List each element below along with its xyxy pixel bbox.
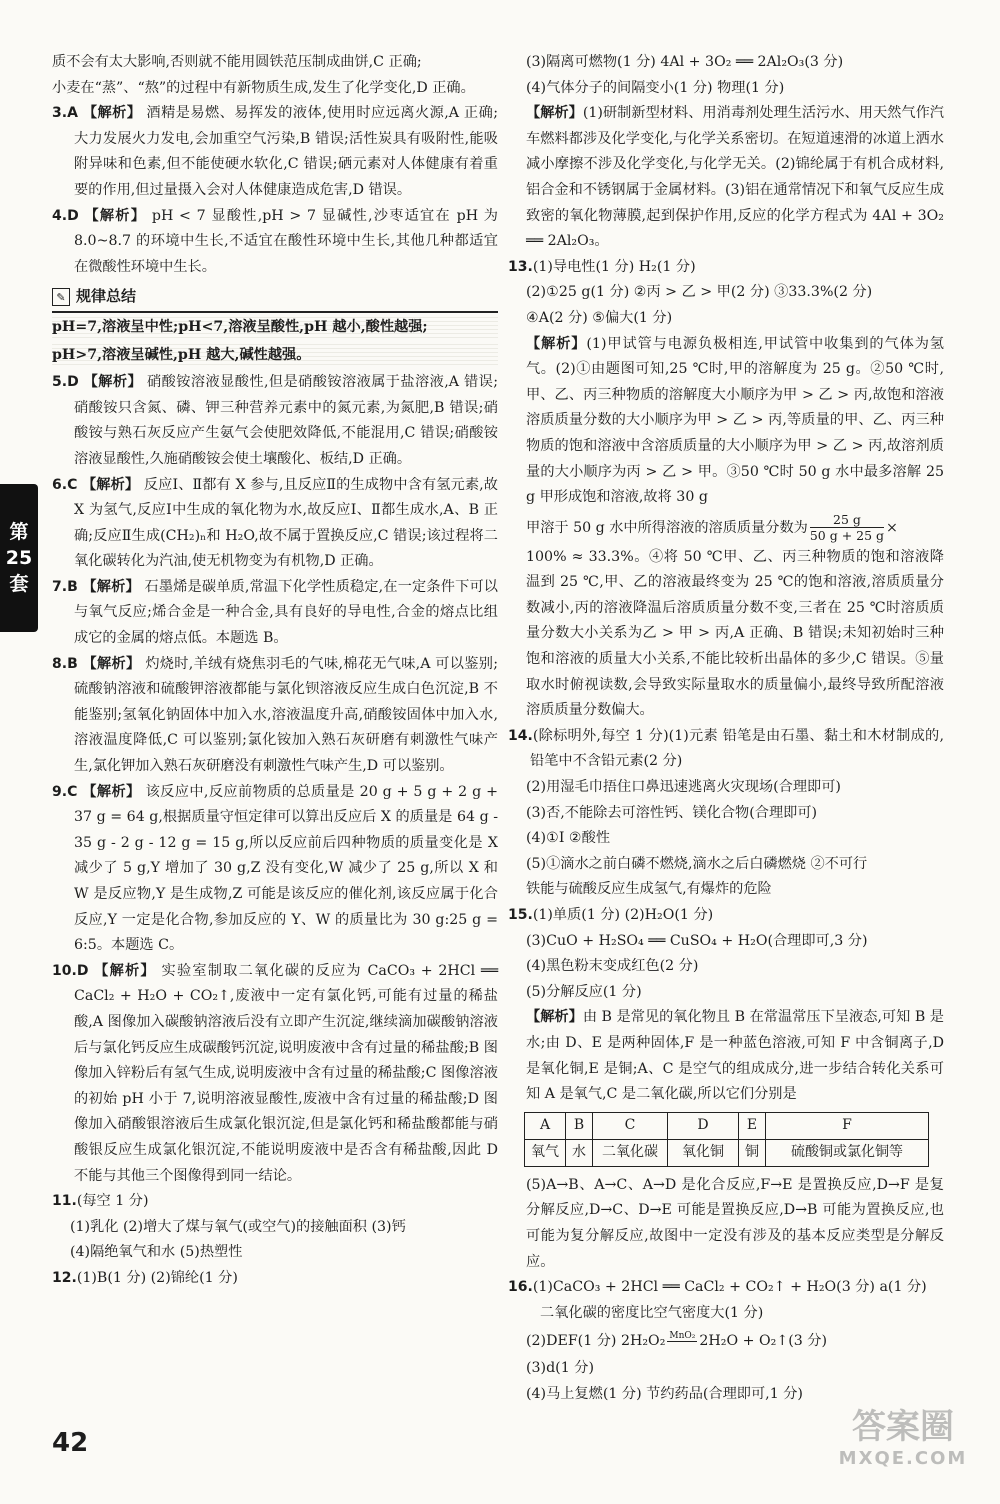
table-header-cell: B: [566, 1112, 593, 1139]
q13-frac-num: 25 g: [810, 512, 884, 528]
question-14: [508, 724, 944, 775]
q15-text-2: (5)A→B、A→C、A→D 是化合反应,F→E 是置换反应,D→F 是复分解反应,D→C、D→E 可能是置换反应,D→B 可能为置换反应,也可能为复分解反应,故图中一定没有涉及的基本反应类型是分解反应。: [526, 1176, 944, 1270]
watermark: [828, 1406, 978, 1486]
q14-line-6: 铁能与硫酸反应生成氢气,有爆炸的危险: [526, 881, 772, 898]
r-analysis-text: (1)研制新型材料、用消毒剂处理生活污水、用天然气作汽车燃料都涉及化学变化,与化学关系密切。在短道速滑的冰道上洒水减小摩擦不涉及化学变化,与化学无关。(2)锦纶属于有机合成材料,铝合金和不锈钢属于金属材料。(3)铝在通常情况下和氧气反应生成致密的氧化物薄膜,起到保护作用,反应的化学方程式为 4Al + 3O₂ ══ 2Al₂O₃。: [526, 105, 944, 250]
q11-num: 11.: [52, 1193, 77, 1210]
q14-line-2: (2)用湿毛巾捂住口鼻迅速逃离火灾现场(合理即可): [526, 779, 841, 796]
q16-catalyst-base: [667, 1342, 697, 1352]
question-11: [52, 1189, 498, 1215]
q3-tag: 【解析】: [82, 105, 142, 122]
question-16: [508, 1275, 944, 1301]
q16-line-3: [508, 1326, 944, 1356]
side-tab-2: 25: [5, 547, 33, 569]
table-row: [525, 1139, 929, 1166]
table-cell: 硫酸铜或氯化铜等: [766, 1139, 929, 1166]
q10-tag: 【解析】: [94, 962, 156, 979]
q7-tag: 【解析】: [82, 578, 140, 595]
q14-line-1: (除标明外,每空 1 分)(1)元素 铅笔是由石墨、黏土和木材制成的,铅笔中不含铅元素(2 分): [530, 727, 944, 770]
q16-catalyst-label: MnO₂: [669, 1330, 696, 1341]
q3-num: 3.: [52, 105, 68, 122]
q15-num: 15.: [508, 907, 533, 923]
watermark-en: MXQE.COM: [838, 1448, 968, 1469]
page-number: 42: [52, 1428, 89, 1458]
q16-line-4: (3)d(1 分): [526, 1360, 594, 1377]
q13-line-3: ④A(2 分) ⑤偏大(1 分): [526, 309, 673, 326]
q15-text: 由 B 是常见的氧化物且 B 在常温常压下呈液态,可知 B 是水;由 D、E 是两种固体,F 是一种蓝色溶液,可知 F 中含铜离子,D 是氧化铜,E 是铜;A、C 是空气的组成成分,进一步结合转化关系可知 A 是氧气,C 是二氧化碳,所以它们分别是: [526, 1009, 944, 1103]
q8-ans: B: [67, 655, 78, 672]
q13-frac-pre: 甲溶于 50 g 水中所得溶液的溶质质量分数为: [526, 519, 808, 536]
table-cell: 铜: [739, 1139, 766, 1166]
q5-ans: D: [67, 374, 79, 391]
q7-text: 石墨烯是碳单质,常温下化学性质稳定,在一定条件下可以与氧气反应;烯合金是一种合金,具有良好的导电性,合金的熔点比组成它的金属的熔点低。本题选 B。: [74, 578, 498, 647]
q13-text-1: (1)甲试管与电源负极相连,甲试管中收集到的气体为氢气。(2)①由题图可知,25 ℃时,甲的溶解度为 25 g。②50 ℃时,甲、乙、丙三种物质的溶解度大小顺序为甲 > 乙 > 丙,故饱和溶液溶质质量分数的大小顺序为甲 > 乙 > 丙,等质量的甲、乙、丙三种物质的饱和溶液中含溶质质量的大小顺序为甲 > 乙 > 丙,故溶剂质量的大小顺序为丙 > 乙 > 甲。③50 ℃时 50 g 水中最多溶解 25 g 甲形成饱和溶液,故将 30 g: [526, 335, 944, 506]
q15-line-2: (3)CuO + H₂SO₄ ══ CuSO₄ + H₂O(合理即可,3 分): [526, 932, 868, 949]
q5-text: 硝酸铵溶液显酸性,但是硝酸铵溶液属于盐溶液,A 错误;硝酸铵只含氮、磷、钾三种营养元素中的氮元素,为氮肥,B 错误;硝酸铵与熟石灰反应产生氨气会使肥效降低,不能混用,C 错误;硝酸铵溶液显酸性,久施硝酸铵会使土壤酸化、板结,D 正确。: [74, 374, 498, 467]
q16-catalyst: [667, 1331, 697, 1352]
q15-analysis: [508, 1005, 944, 1107]
question-8: [52, 652, 498, 780]
question-10: [52, 959, 498, 1189]
table-cell: 二氧化碳: [593, 1139, 668, 1166]
table-header-cell: A: [525, 1112, 566, 1139]
rule-line-2: pH>7,溶液呈碱性,pH 越大,碱性越强。: [52, 343, 498, 369]
rule-line-1: pH=7,溶液呈中性;pH<7,溶液呈酸性,pH 越小,酸性越强;: [52, 315, 498, 341]
q13-num: 13.: [508, 258, 533, 275]
q15-line-4: (5)分解反应(1 分): [526, 983, 642, 1000]
q16-line-5: (4)马上复燃(1 分) 节约药品(合理即可,1 分): [526, 1385, 803, 1402]
left-column: [52, 50, 498, 1292]
question-13: [508, 255, 944, 281]
q16-line-2: 二氧化碳的密度比空气密度大(1 分): [540, 1304, 764, 1321]
q13-fraction: [810, 512, 884, 543]
q14-line-4: (4)①I ②酸性: [526, 830, 611, 847]
q14-line-3: (3)否,不能除去可溶性钙、镁化合物(合理即可): [526, 804, 818, 821]
intro-line-2: 小麦在“蒸”、“熬”的过程中有新物质生成,发生了化学变化,D 正确。: [52, 79, 475, 96]
q9-num: 9.: [52, 783, 68, 800]
substance-table: [524, 1112, 929, 1167]
q7-ans: B: [67, 578, 78, 595]
r-line-2: (4)气体分子的间隔变小(1 分) 物理(1 分): [526, 79, 785, 96]
table-header-row: [525, 1112, 929, 1139]
table-cell: 氧气: [525, 1139, 566, 1166]
q11-line-2: (4)隔绝氧气和水 (5)热塑性: [70, 1244, 243, 1261]
side-tab: [0, 484, 38, 632]
q13-fraction-line: [508, 511, 944, 545]
q10-text: 实验室制取二氧化碳的反应为 CaCO₃ + 2HCl ══ CaCl₂ + H₂O + CO₂↑,废液中一定有氯化钙,可能有过量的稀盐酸,A 图像加入碳酸钠溶液后没有立即产生沉淀,继续滴加碳酸钠溶液后与氯化钙反应生成碳酸钙沉淀,说明废液中含有过量的稀盐酸;B 图像加入锌粉后有氢气生成,说明废液中含有过量的稀盐酸;C 图像溶液的初始 pH 小于 7,说明溶液显酸性,废液中含有过量的稀盐酸;D 图像加入硝酸银溶液后生成氯化银沉淀,但是氯化钙和稀盐酸都能与硝酸银反应生成氯化银沉淀,不能说明废液中是否含有稀盐酸,因此 D 不能与其他三个图像得到同一结论。: [74, 962, 498, 1184]
q12-num: 12.: [52, 1269, 77, 1286]
q16-line-3-pre: (2)DEF(1 分) 2H₂O₂: [526, 1333, 666, 1350]
q4-text: pH < 7 显酸性,pH > 7 显碱性,沙枣适宜在 pH 为 8.0~8.7 的环境中生长,不适宜在酸性环境中生长,其他几种都适宜在微酸性环境中生长。: [74, 207, 498, 275]
question-6: [52, 473, 498, 575]
q6-num: 6.: [52, 476, 68, 493]
right-column: [508, 50, 944, 1408]
table-cell: 氧化铜: [668, 1139, 739, 1166]
question-5: [52, 370, 498, 472]
question-3: [52, 101, 498, 203]
rule-summary-heading: [52, 284, 498, 313]
question-9: [52, 780, 498, 959]
table-header-cell: D: [668, 1112, 739, 1139]
q10-ans: D: [76, 962, 89, 979]
q6-text: 反应Ⅰ、Ⅱ都有 X 参与,且反应Ⅱ的生成物中含有氢元素,故 X 为氢气,反应Ⅰ中生成的氧化物为水,故反应Ⅰ、Ⅱ都生成水,A、B 正确;反应Ⅱ生成(CH₂)ₙ和 H₂O,故不属于置换反应,C 错误;该过程将二氧化碳转化为汽油,使无机物变为有机物,D 正确。: [74, 476, 498, 570]
r-analysis-tag: 【解析】: [526, 105, 583, 122]
q15-line-3: (4)黑色粉末变成红色(2 分): [526, 958, 699, 975]
q11-line-1: (1)乳化 (2)增大了煤与氧气(或空气)的接触面积 (3)钙: [70, 1218, 406, 1235]
intro-line-1: 质不会有太大影响,否则就不能用圆铁范压制成曲饼,C 正确;: [52, 54, 422, 70]
q3-text: 酒精是易燃、易挥发的液体,使用时应远离火源,A 正确;大力发展火力发电,会加重空气污染,B 错误;活性炭具有吸附性,能吸附异味和色素,但不能使硬水软化,C 错误;硒元素对人体健康有着重要的作用,但过量摄入会对人体健康造成危害,D 错误。: [74, 105, 498, 198]
q13-frac-post: ×: [886, 519, 898, 536]
q8-num: 8.: [52, 655, 68, 672]
question-4: [52, 204, 498, 281]
table-cell: 水: [566, 1139, 593, 1166]
rule-summary-title: 规律总结: [76, 287, 137, 306]
q10-num: 10.: [52, 962, 77, 979]
question-15: [508, 903, 944, 929]
q13-line-1: (1)导电性(1 分) H₂(1 分): [532, 258, 696, 275]
q15-tag: 【解析】: [526, 1009, 583, 1026]
q6-tag: 【解析】: [81, 476, 140, 493]
q16-line-3-post: 2H₂O + O₂↑(3 分): [699, 1333, 828, 1350]
q13-tag: 【解析】: [526, 335, 587, 352]
r-line-1: (3)隔离可燃物(1 分) 4Al + 3O₂ ══ 2Al₂O₃(3 分): [526, 54, 844, 70]
q4-num: 4.: [52, 207, 68, 224]
q9-ans: C: [67, 783, 78, 800]
rule-summary-icon: ✎: [52, 288, 70, 306]
q12-text: (1)B(1 分) (2)锦纶(1 分): [76, 1269, 238, 1286]
side-tab-1: 第: [9, 521, 29, 543]
q15-line-1: (1)单质(1 分) (2)H₂O(1 分): [532, 907, 714, 923]
q8-tag: 【解析】: [82, 655, 141, 672]
q11-head: (每空 1 分): [76, 1193, 149, 1210]
table-header-cell: E: [739, 1112, 766, 1139]
q7-num: 7.: [52, 578, 68, 595]
q16-line-1: (1)CaCO₃ + 2HCl ══ CaCl₂ + CO₂↑ + H₂O(3 分) a(1 分): [532, 1279, 927, 1296]
q5-num: 5.: [52, 374, 68, 391]
q5-tag: 【解析】: [83, 374, 143, 391]
q4-tag: 【解析】: [84, 207, 147, 224]
watermark-cn: 答案圈: [852, 1407, 954, 1447]
q14-line-5: (5)①滴水之前白磷不燃烧,滴水之后白磷燃烧 ②不可行: [526, 855, 868, 872]
q9-text: 该反应中,反应前物质的总质量是 20 g + 5 g + 2 g + 37 g = 64 g,根据质量守恒定律可以算出反应后 X 的质量是 64 g - 35 g - 2 g - 12 g = 15 g,所以反应前后四种物质的质量变化是 X 减少了 5 g,Y 增加了 30 g,Z 没有变化,W 减少了 25 g,所以 X 和 W 是反应物,Y 是生成物,Z 可能是该反应的催化剂,该反应属于化合反应,Y 一定是化合物,参加反应的 Y、W 的质量比为 30 g:25 g = 6:5。本题选 C。: [74, 783, 498, 954]
q13-frac-den: 50 g + 25 g: [809, 528, 885, 544]
question-12: [52, 1266, 498, 1292]
table-header-cell: F: [766, 1112, 929, 1139]
q6-ans: C: [67, 476, 78, 493]
q16-num: 16.: [508, 1279, 533, 1296]
q3-ans: A: [67, 105, 78, 122]
q13-line-2: (2)①25 g(1 分) ②丙 > 乙 > 甲(2 分) ③33.3%(2 分): [526, 284, 873, 301]
q9-tag: 【解析】: [82, 783, 141, 800]
table-header-cell: C: [593, 1112, 668, 1139]
q8-text: 灼烧时,羊绒有烧焦羽毛的气味,棉花无气味,A 可以鉴别;硫酸钠溶液和硫酸钾溶液都能与氯化钡溶液反应生成白色沉淀,B 不能鉴别;氢氧化钠固体中加入水,溶液温度升高,硝酸铵固体中加入水,溶液温度降低,C 可以鉴别;氯化铵加入熟石灰研磨有刺激性气味产生,氯化钾加入熟石灰研磨没有刺激性气味产生,D 可以鉴别。: [74, 655, 498, 775]
question-7: [52, 575, 498, 652]
side-tab-3: 套: [9, 573, 29, 595]
r-analysis: [508, 101, 944, 255]
q13-text-2: 100% ≈ 33.3%。④将 50 ℃甲、乙、丙三种物质的饱和溶液降温到 25 ℃,甲、乙的溶液最终变为 25 ℃的饱和溶液,溶质质量分数减小,丙的溶液降温后溶质质量分数不变,三者在 25 ℃时溶质质量分数大小关系为乙 > 甲 > 丙,A 正确、B 错误;未知初始时三种饱和溶液的质量大小关系,不能比较析出晶体的多少,C 错误。⑤量取水时俯视读数,会导致实际量取水的质量偏小,最终导致所配溶液溶质质量分数偏大。: [526, 548, 944, 719]
q13-analysis: [508, 332, 944, 511]
q4-ans: D: [67, 207, 79, 224]
q14-num: 14.: [508, 727, 533, 744]
